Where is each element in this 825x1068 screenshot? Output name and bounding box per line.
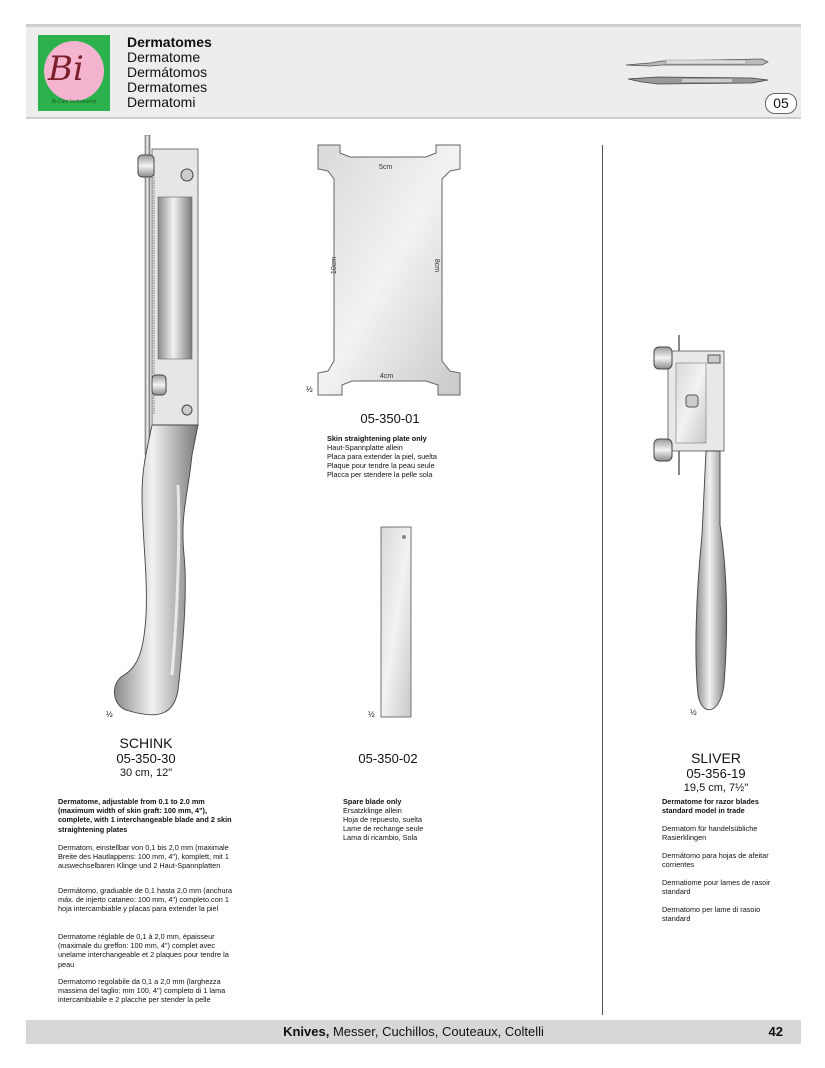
- scale-label: ½: [106, 710, 113, 719]
- product-size: 30 cm, 12": [119, 767, 173, 779]
- product-size: 19,5 cm, 7½": [683, 782, 749, 794]
- footer-category: [26, 1024, 801, 1039]
- plate-dimension-bottom: 4cm: [380, 373, 394, 380]
- product-name: SLIVER: [691, 750, 741, 766]
- page-footer: [26, 1020, 801, 1044]
- product-description-it: Lama di ricambio, Sola: [343, 833, 418, 842]
- product-code: 05-350-01: [360, 411, 420, 426]
- product-description-es: Dermátomo, graduable de 0,1 hasta 2,0 mm (anchura máx. de injerto cataneo: 100 mm, 4") completo.con 1 hoja intercambiable y placas para extender la piel: [58, 886, 233, 914]
- product-description-fr: Plaque pour tendre la peau seule: [327, 461, 435, 470]
- page-title: Dermatomes: [127, 34, 212, 50]
- product-description-fr: Lame de rechange seule: [343, 824, 424, 833]
- product-description-de: Haut-Spannplatte allein: [327, 443, 403, 452]
- product-description-it: Placca per stendere la pelle sola: [327, 470, 433, 479]
- product-description-de: Ersatzklinge allein: [343, 806, 402, 815]
- product-description-en: Dermatome, adjustable from 0.1 to 2.0 mm (maximum width of skin graft: 100 mm, 4"), complete, with 1 interchangeable blade and 2 skin straightening plates: [58, 797, 232, 834]
- product-name: SCHINK: [119, 735, 173, 751]
- scalpel-handle-illustration: [622, 52, 772, 92]
- product-description-fr: Dermatome réglable de 0,1 à 2,0 mm, épaisseur (maximale du greffon: 100 mm, 4") complet avec unelame interchangeable et 2 plaques pour tendre la peau: [58, 932, 229, 969]
- scale-label: ½: [306, 385, 313, 394]
- product-description-de: Dermatom, einstellbar von 0,1 bis 2,0 mm (maximale Breite des Hautlappens: 100 mm, 4"), komplett, mit 1 auswechselbaren Klinge und 2 Haut-Spannplatten: [58, 843, 229, 871]
- product-code: 05-350-30: [116, 751, 176, 766]
- title-italian: Dermatomi: [127, 94, 196, 110]
- product-description-fr: Dermatiome pour lames de rasoir standard: [662, 878, 771, 897]
- logo-text: Bi: [48, 49, 84, 89]
- plate-dimension-right: 8cm: [433, 258, 441, 273]
- header-rule: [26, 117, 801, 119]
- product-description-it: Dermatomo per lame di rasoio standard: [662, 905, 761, 924]
- logo-tagline: Bi-Care Instruments: [51, 99, 97, 105]
- product-code: 05-356-19: [686, 766, 746, 781]
- page-number: 42: [768, 1024, 783, 1039]
- product-description-it: Dermatomo regolabile da 0,1 a 2,0 mm (larghezza massima del taglio: mm 100, 4") completo di 1 lama intercambiabile e 2 placche per stender la pelle: [58, 977, 226, 1005]
- product-code: 05-350-02: [358, 751, 418, 766]
- scale-label: ½: [368, 710, 375, 719]
- product-description-es: Placa para extender la piel, suelta: [327, 452, 437, 461]
- plate-dimension-top: 5cm: [379, 164, 393, 171]
- company-logo: [38, 35, 110, 111]
- column-divider: [602, 145, 603, 1015]
- title-german: Dermatome: [127, 49, 201, 65]
- footer-category-bold: Knives,: [283, 1024, 330, 1039]
- product-description-en: Skin straightening plate only: [327, 434, 427, 443]
- product-description-en: Dermatome for razor blades standard model in trade: [662, 797, 759, 816]
- title-french: Dermatomes: [127, 79, 208, 95]
- schink-dermatome-illustration: [100, 135, 210, 720]
- product-description-es: Dermátomo para hojas de afeitar corrientes: [662, 851, 769, 870]
- product-description-es: Hoja de repuesto, suelta: [343, 815, 423, 824]
- header-rule: [26, 24, 801, 27]
- spare-blade-illustration: [378, 525, 414, 720]
- plate-dimension-left: 10cm: [331, 256, 339, 275]
- product-description-en: Spare blade only: [343, 797, 402, 806]
- title-spanish: Dermátomos: [127, 64, 208, 80]
- section-number-badge: 05: [765, 93, 797, 114]
- sliver-dermatome-illustration: [648, 335, 733, 720]
- footer-category-rest: Messer, Cuchillos, Couteaux, Coltelli: [329, 1024, 544, 1039]
- product-description-de: Dermatom für handelsübliche Rasierklingen: [662, 824, 758, 843]
- scale-label: ½: [690, 708, 697, 717]
